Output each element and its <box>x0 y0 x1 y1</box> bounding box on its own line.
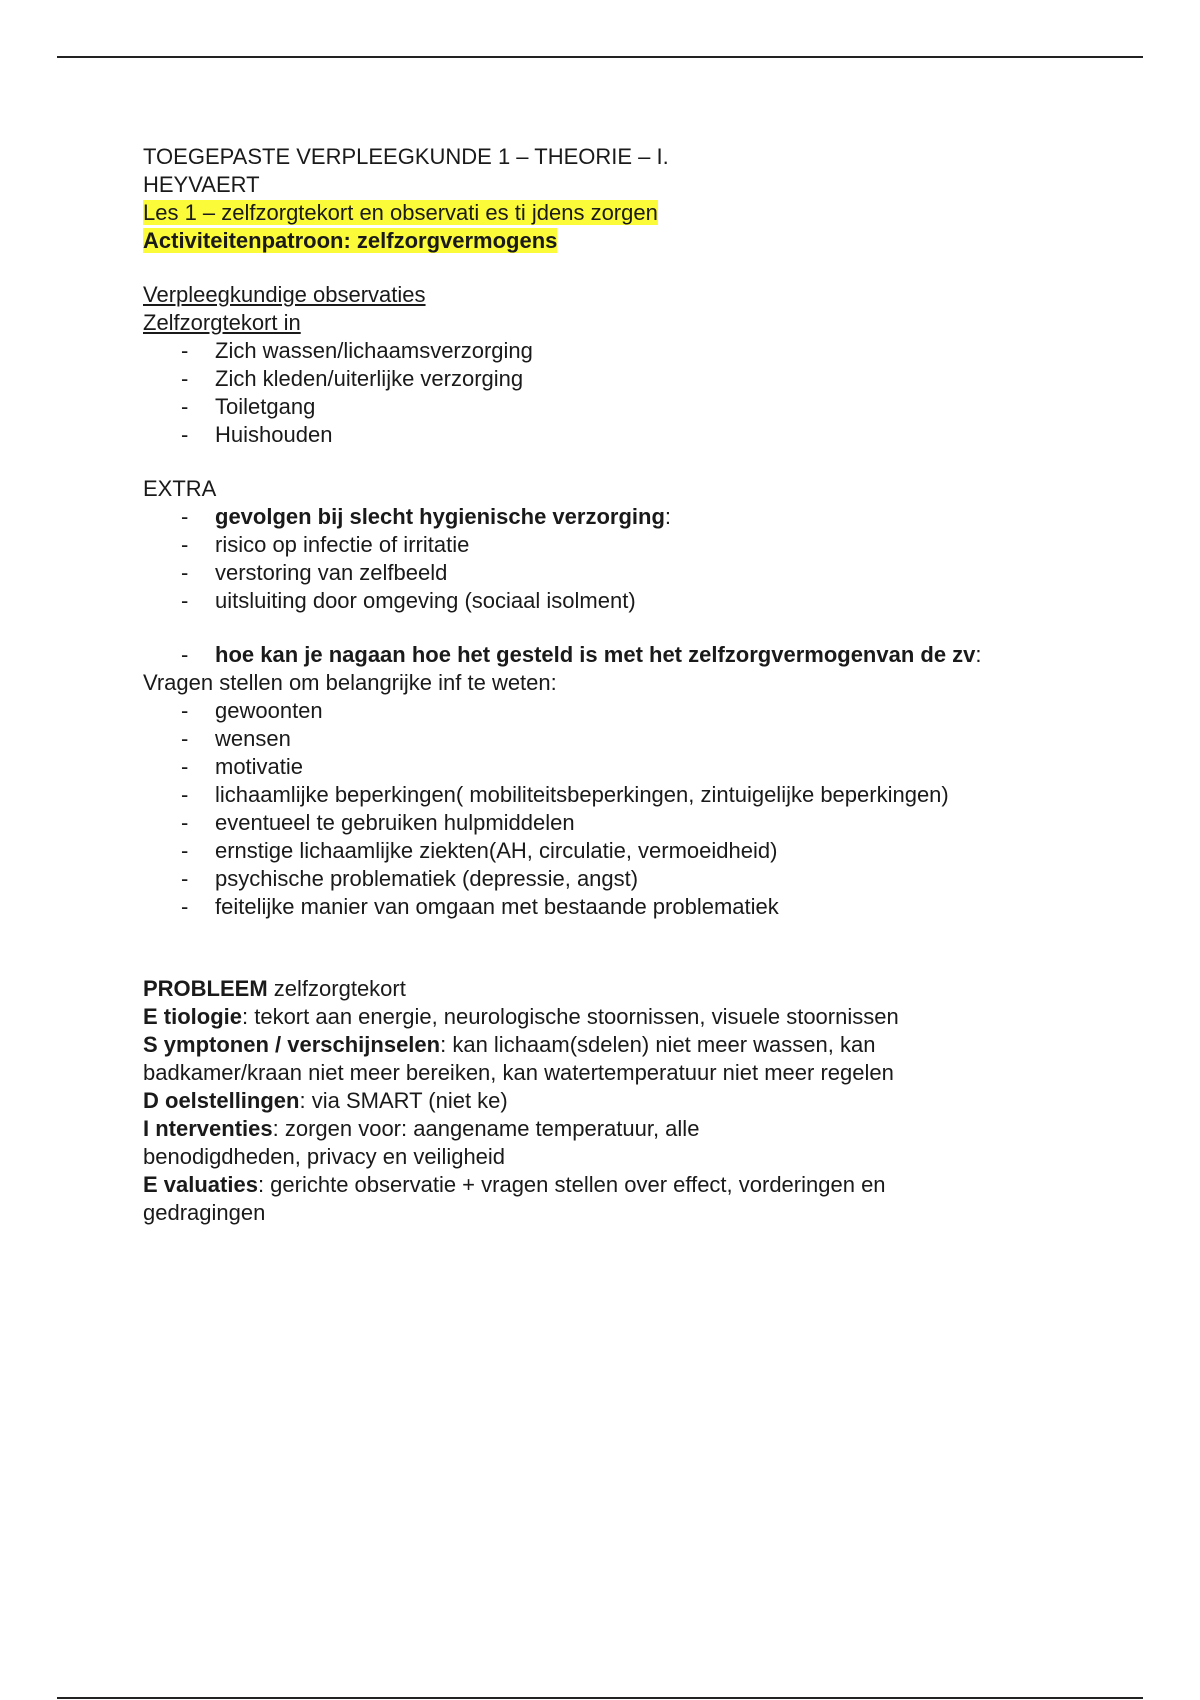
problem-line <box>143 975 963 1003</box>
problem-label: PROBLEEM <box>143 976 268 1001</box>
lesson-subtitle: Activiteitenpatroon: zelfzorgvermogens <box>143 228 558 253</box>
consequences-suffix: : <box>664 504 672 529</box>
question-heading-item <box>143 641 1095 669</box>
symptoms-label: S ymptonen / verschijnselen <box>143 1032 441 1057</box>
list-item: - gewoonten <box>143 697 1043 725</box>
consequences-heading-item <box>143 503 1043 531</box>
extra-heading: EXTRA <box>143 476 217 501</box>
question-suffix: : <box>975 642 982 667</box>
list-item: - feitelijke manier van omgaan met bestaande problematiek <box>143 893 1043 921</box>
questions-intro: Vragen stellen om belangrijke inf te weten: <box>143 670 557 695</box>
symptoms-line <box>143 1031 963 1087</box>
observations-subheading: Zelfzorgtekort in <box>143 310 301 335</box>
consequences-list <box>143 503 1043 615</box>
document-title-line2: HEYVAERT <box>143 172 260 197</box>
interventions-line <box>143 1115 783 1171</box>
list-item: - risico op infectie of irritatie <box>143 531 1043 559</box>
questions-list <box>143 697 1043 921</box>
document-body <box>143 143 1043 1227</box>
goals-line <box>143 1087 963 1115</box>
etiology-label: E tiologie <box>143 1004 242 1029</box>
list-item: - uitsluiting door omgeving (sociaal isolment) <box>143 587 1043 615</box>
header-rule <box>57 56 1143 58</box>
list-item: - motivatie <box>143 753 1043 781</box>
list-item: - psychische problematiek (depressie, angst) <box>143 865 1043 893</box>
etiology-line <box>143 1003 963 1031</box>
list-item: - wensen <box>143 725 1043 753</box>
document-title-line1: TOEGEPASTE VERPLEEGKUNDE 1 – THEORIE – I. <box>143 144 669 169</box>
list-item: - Zich kleden/uiterlijke verzorging <box>143 365 1043 393</box>
evaluations-line <box>143 1171 963 1227</box>
evaluations-value: : gerichte observatie + vragen stellen over effect, vorderingen en gedragingen <box>143 1172 886 1225</box>
list-item: - lichaamlijke beperkingen( mobiliteitsbeperkingen, zintuigelijke beperkingen) <box>143 781 1043 809</box>
footer-rule <box>57 1697 1143 1699</box>
list-item: - eventueel te gebruiken hulpmiddelen <box>143 809 1043 837</box>
problem-value: zelfzorgtekort <box>267 976 406 1001</box>
symptoms-value: : kan lichaam(sdelen) niet meer wassen, kan badkamer/kraan niet meer bereiken, kan watertemperatuur niet meer regelen <box>143 1032 894 1085</box>
evaluations-label: E valuaties <box>143 1172 258 1197</box>
observations-list <box>143 337 1043 449</box>
list-item: - Zich wassen/lichaamsverzorging <box>143 337 1043 365</box>
etiology-value: : tekort aan energie, neurologische stoornissen, visuele stoornissen <box>242 1004 899 1029</box>
list-item: - Toiletgang <box>143 393 1043 421</box>
question-label: hoe kan je nagaan hoe het gesteld is met het zelfzorgvermogenvan de zv <box>215 642 976 667</box>
list-item: - ernstige lichaamlijke ziekten(AH, circulatie, vermoeidheid) <box>143 837 1043 865</box>
question-list <box>143 641 1043 669</box>
consequences-label: gevolgen bij slecht hygienische verzorging <box>215 504 665 529</box>
lesson-title: Les 1 – zelfzorgtekort en observati es ti jdens zorgen <box>143 200 658 225</box>
goals-value: : via SMART (niet ke) <box>299 1088 508 1113</box>
interventions-value: : zorgen voor: aangename temperatuur, alle benodigdheden, privacy en veiligheid <box>143 1116 700 1169</box>
list-item: - Huishouden <box>143 421 1043 449</box>
interventions-label: I nterventies <box>143 1116 273 1141</box>
observations-heading: Verpleegkundige observaties <box>143 282 426 307</box>
list-item: - verstoring van zelfbeeld <box>143 559 1043 587</box>
goals-label: D oelstellingen <box>143 1088 300 1113</box>
